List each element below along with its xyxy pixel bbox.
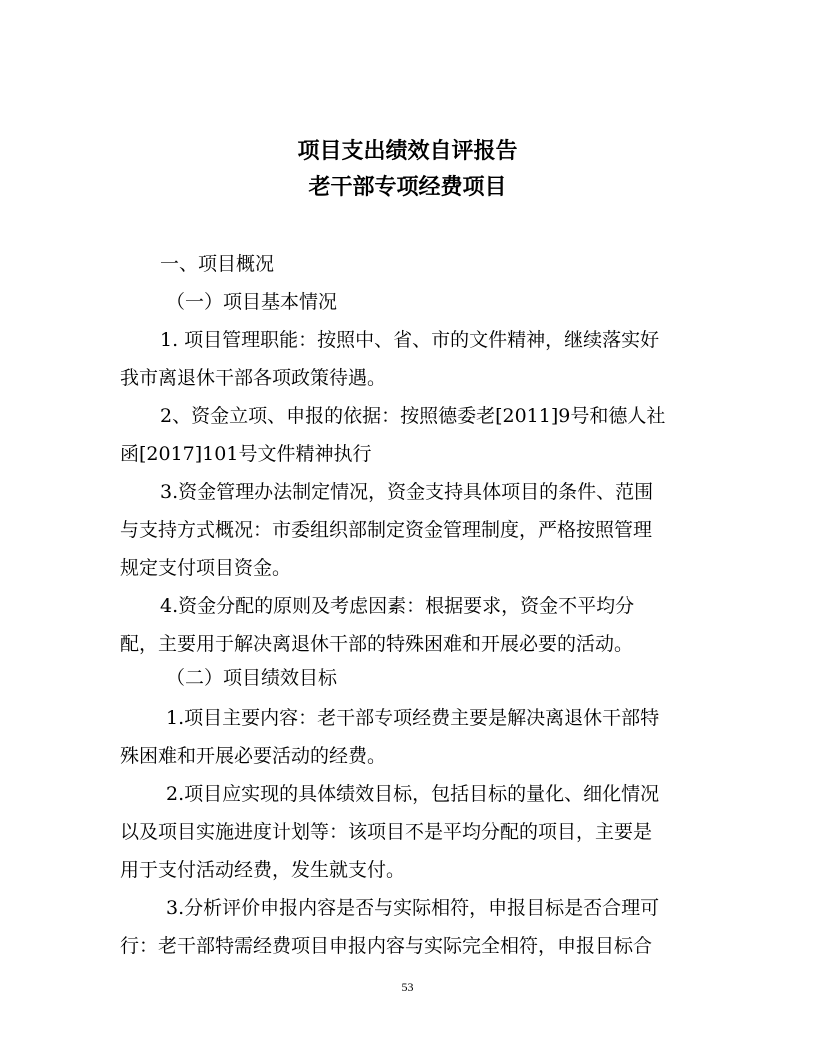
subsection-heading: （二）项目绩效目标 [166,667,338,689]
section-heading: 一、项目概况 [160,253,275,275]
body-text-line: 规定支付项目资金。 [120,557,292,579]
subsection-heading: （一）项目基本情况 [166,291,338,313]
body-text-line: 我市离退休干部各项政策待遇。 [120,367,387,389]
body-text-line: 函[2017]101号文件精神执行 [120,443,372,465]
body-text-line: 3.分析评价申报内容是否与实际相符，申报目标是否合理可 [166,897,660,919]
body-text-line: 用于支付活动经费，发生就支付。 [120,859,406,881]
body-text-line: 配，主要用于解决离退休干部的特殊困难和开展必要的活动。 [120,633,634,655]
body-text-line: 2.项目应实现的具体绩效目标，包括目标的量化、细化情况 [166,783,660,805]
body-text-line: 3.资金管理办法制定情况，资金支持具体项目的条件、范围 [160,481,654,503]
body-text-line: 以及项目实施进度计划等：该项目不是平均分配的项目，主要是 [120,821,653,843]
body-text-line: 与支持方式概况：市委组织部制定资金管理制度，严格按照管理 [120,519,653,541]
body-text-line: 4.资金分配的原则及考虑因素：根据要求，资金不平均分 [160,595,635,617]
body-text-line: 殊困难和开展必要活动的经费。 [120,745,387,767]
report-title: 项目支出绩效自评报告 [297,139,518,164]
body-text-line: 1.项目主要内容：老干部专项经费主要是解决离退休干部特 [166,707,660,729]
report-subtitle: 老干部专项经费项目 [308,175,507,200]
body-text-line: 行：老干部特需经费项目申报内容与实际完全相符，申报目标合 [120,935,653,957]
body-text-line: 1. 项目管理职能：按照中、省、市的文件精神，继续落实好 [160,329,660,351]
body-text-line: 2、资金立项、申报的依据：按照德委老[2011]9号和德人社 [160,405,666,427]
page-number: 53 [401,980,414,994]
